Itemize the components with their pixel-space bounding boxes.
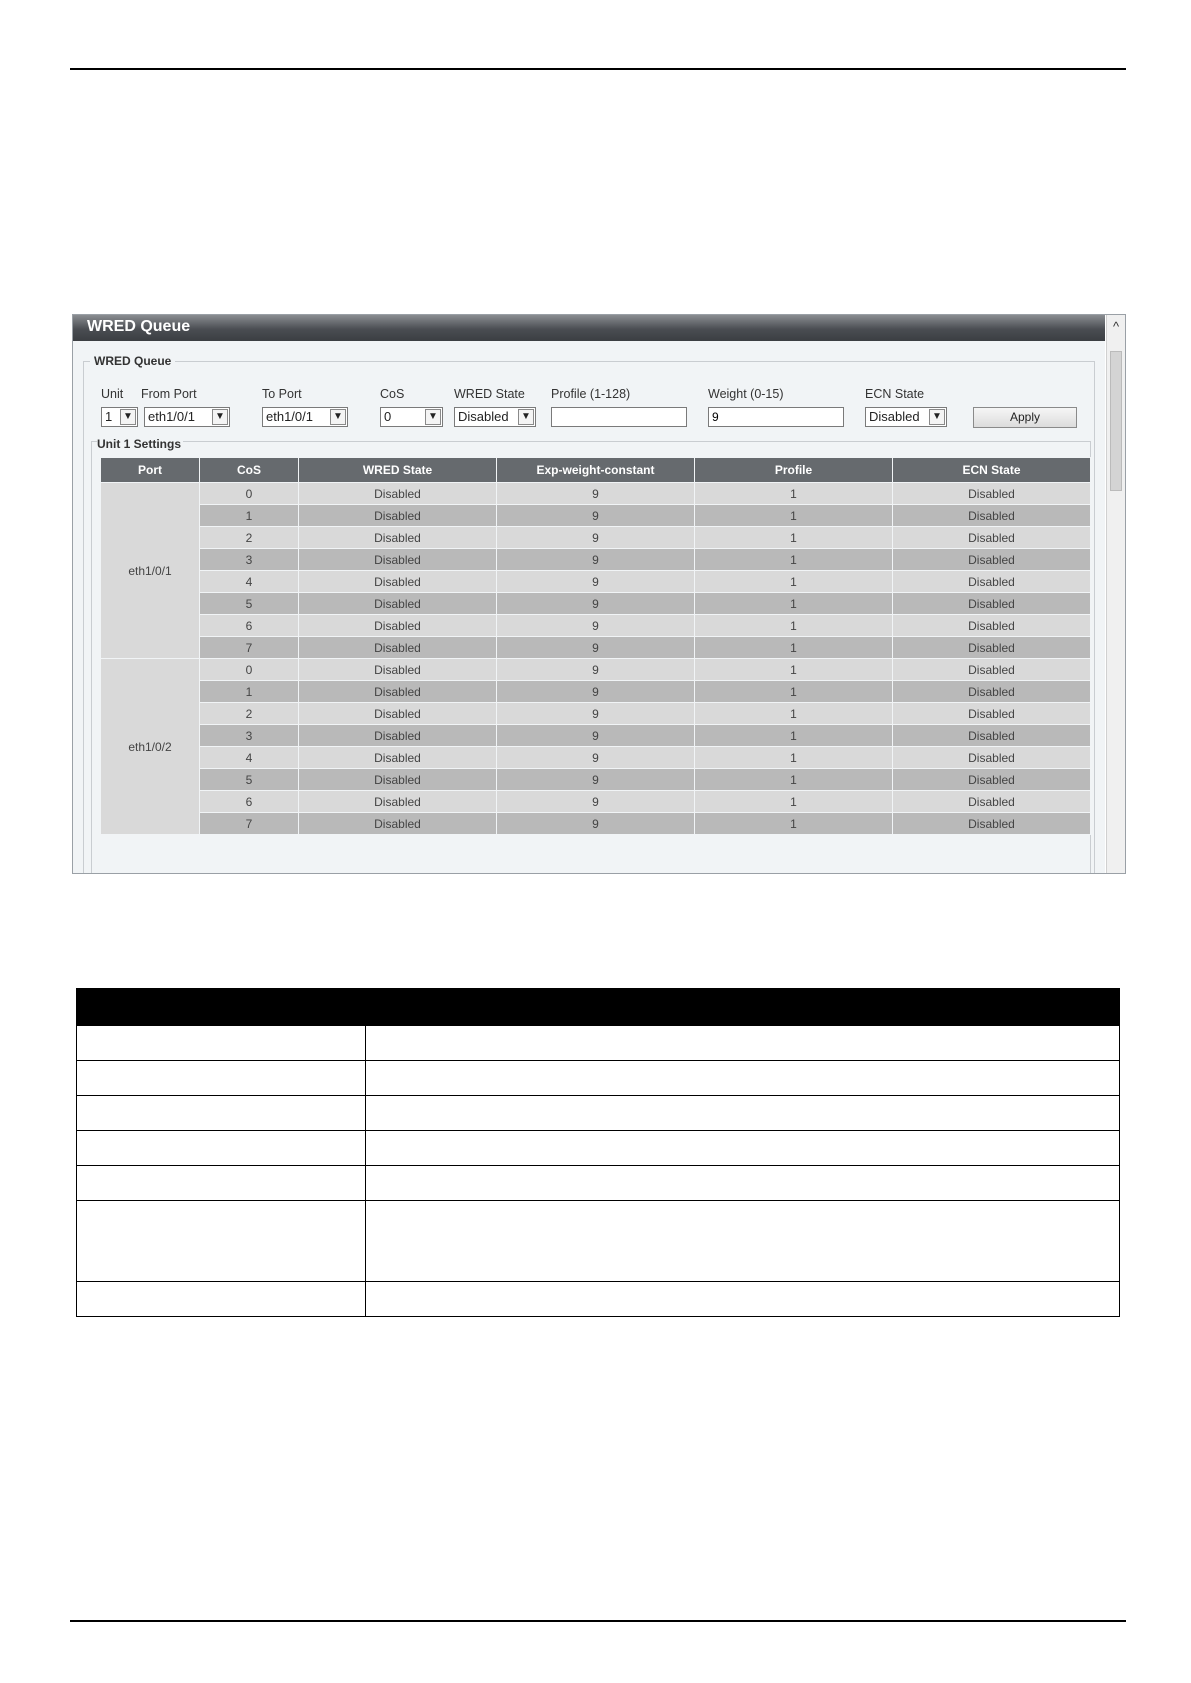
cos-cell: 1: [200, 505, 299, 527]
table-row: [101, 791, 1091, 813]
wred-state-cell: Disabled: [299, 813, 497, 835]
cos-cell: 2: [200, 703, 299, 725]
profile-cell: 1: [695, 637, 893, 659]
profile-cell: 1: [695, 483, 893, 505]
ecn-state-cell: Disabled: [893, 505, 1091, 527]
header-wred-state: WRED State: [299, 458, 497, 483]
parameter-row: [77, 1201, 1120, 1282]
scroll-up-icon[interactable]: ^: [1112, 319, 1120, 334]
profile-cell: 1: [695, 527, 893, 549]
profile-cell: 1: [695, 549, 893, 571]
header-port: Port: [101, 458, 200, 483]
table-row: [101, 813, 1091, 835]
chevron-down-icon[interactable]: ▼: [425, 409, 441, 425]
cos-cell: 6: [200, 615, 299, 637]
wred-state-select-value: Disabled: [458, 409, 509, 424]
to-port-select[interactable]: [262, 407, 348, 427]
table-row: [101, 747, 1091, 769]
ecn-state-cell: Disabled: [893, 725, 1091, 747]
to-port-select-value: eth1/0/1: [266, 409, 313, 424]
parameter-row: [77, 1166, 1120, 1201]
chevron-down-icon[interactable]: ▼: [330, 409, 346, 425]
description-cell: [366, 1131, 1120, 1166]
ecn-state-cell: Disabled: [893, 659, 1091, 681]
wred-state-cell: Disabled: [299, 483, 497, 505]
cos-cell: 5: [200, 593, 299, 615]
from-port-label: From Port: [141, 387, 197, 401]
cos-cell: 7: [200, 813, 299, 835]
from-port-select-value: eth1/0/1: [148, 409, 195, 424]
weight-label: Weight (0-15): [708, 387, 784, 401]
header-profile: Profile: [695, 458, 893, 483]
wred-state-cell: Disabled: [299, 769, 497, 791]
table-row: [101, 483, 1091, 505]
profile-cell: 1: [695, 505, 893, 527]
cos-select-value: 0: [384, 409, 392, 424]
description-cell: [366, 1026, 1120, 1061]
table-row: [101, 769, 1091, 791]
profile-cell: 1: [695, 747, 893, 769]
cos-cell: 5: [200, 769, 299, 791]
table-row: [101, 593, 1091, 615]
exp-weight-constant-cell: 9: [497, 769, 695, 791]
exp-weight-constant-cell: 9: [497, 813, 695, 835]
description-cell: [366, 1061, 1120, 1096]
table-row: [101, 615, 1091, 637]
parameter-row: [77, 1061, 1120, 1096]
exp-weight-constant-cell: 9: [497, 483, 695, 505]
description-header-cell: [366, 989, 1120, 1026]
description-cell: [366, 1166, 1120, 1201]
table-row: [101, 549, 1091, 571]
cos-cell: 6: [200, 791, 299, 813]
ecn-state-cell: Disabled: [893, 703, 1091, 725]
wred-state-label: WRED State: [454, 387, 525, 401]
parameter-cell: [77, 1166, 366, 1201]
cos-cell: 3: [200, 725, 299, 747]
profile-label: Profile (1-128): [551, 387, 631, 401]
exp-weight-constant-cell: 9: [497, 593, 695, 615]
wred-state-cell: Disabled: [299, 747, 497, 769]
cos-cell: 1: [200, 681, 299, 703]
chevron-down-icon[interactable]: ▼: [212, 409, 228, 425]
parameter-cell: [77, 1201, 366, 1282]
profile-cell: 1: [695, 703, 893, 725]
unit-select-value: 1: [105, 409, 113, 424]
header-cos: CoS: [200, 458, 299, 483]
port-cell: eth1/0/1: [101, 483, 200, 659]
port-cell: eth1/0/2: [101, 659, 200, 835]
wred-state-cell: Disabled: [299, 505, 497, 527]
parameter-cell: [77, 1282, 366, 1317]
table-row: [101, 681, 1091, 703]
exp-weight-constant-cell: 9: [497, 615, 695, 637]
profile-cell: 1: [695, 725, 893, 747]
exp-weight-constant-cell: 9: [497, 505, 695, 527]
description-cell: [366, 1201, 1120, 1282]
footer-rule: [70, 1620, 1126, 1622]
ecn-state-cell: Disabled: [893, 769, 1091, 791]
cos-select[interactable]: [380, 407, 443, 427]
profile-cell: 1: [695, 571, 893, 593]
header-exp-weight-constant: Exp-weight-constant: [497, 458, 695, 483]
cos-cell: 0: [200, 483, 299, 505]
ecn-state-select-value: Disabled: [869, 409, 920, 424]
table-row: [101, 527, 1091, 549]
exp-weight-constant-cell: 9: [497, 725, 695, 747]
cos-cell: 4: [200, 571, 299, 593]
table-row: [101, 659, 1091, 681]
parameter-row: [77, 1282, 1120, 1317]
wred-state-cell: Disabled: [299, 703, 497, 725]
table-row: [101, 703, 1091, 725]
ecn-state-label: ECN State: [865, 387, 925, 401]
panel-content: [73, 341, 1105, 873]
exp-weight-constant-cell: 9: [497, 703, 695, 725]
apply-button[interactable]: Apply: [973, 407, 1077, 428]
parameter-cell: [77, 1131, 366, 1166]
wred-state-cell: Disabled: [299, 549, 497, 571]
profile-cell: 1: [695, 813, 893, 835]
exp-weight-constant-cell: 9: [497, 681, 695, 703]
cos-cell: 4: [200, 747, 299, 769]
wred-state-cell: Disabled: [299, 725, 497, 747]
ecn-state-cell: Disabled: [893, 527, 1091, 549]
profile-cell: 1: [695, 615, 893, 637]
parameter-row: [77, 1131, 1120, 1166]
parameter-header-cell: [77, 989, 366, 1026]
description-cell: [366, 1096, 1120, 1131]
exp-weight-constant-cell: 9: [497, 659, 695, 681]
ecn-state-cell: Disabled: [893, 681, 1091, 703]
wred-state-cell: Disabled: [299, 615, 497, 637]
profile-cell: 1: [695, 769, 893, 791]
to-port-label: To Port: [262, 387, 302, 401]
parameter-table: [76, 988, 1120, 1317]
parameter-row: [77, 1096, 1120, 1131]
table-row: [101, 571, 1091, 593]
ecn-state-cell: Disabled: [893, 615, 1091, 637]
wred-state-cell: Disabled: [299, 637, 497, 659]
exp-weight-constant-cell: 9: [497, 637, 695, 659]
parameter-cell: [77, 1096, 366, 1131]
ecn-state-select[interactable]: [865, 407, 947, 427]
cos-label: CoS: [380, 387, 405, 401]
profile-cell: 1: [695, 791, 893, 813]
ecn-state-cell: Disabled: [893, 637, 1091, 659]
unit-select[interactable]: [101, 407, 138, 427]
parameter-cell: [77, 1061, 366, 1096]
exp-weight-constant-cell: 9: [497, 791, 695, 813]
table-row: [101, 505, 1091, 527]
cos-cell: 7: [200, 637, 299, 659]
ecn-state-cell: Disabled: [893, 549, 1091, 571]
table-row: [101, 637, 1091, 659]
parameter-cell: [77, 1026, 366, 1061]
scroll-thumb[interactable]: [1110, 351, 1122, 491]
ecn-state-cell: Disabled: [893, 747, 1091, 769]
vertical-scrollbar[interactable]: [1106, 315, 1125, 873]
cos-cell: 2: [200, 527, 299, 549]
from-port-select[interactable]: [144, 407, 230, 427]
table-row: [101, 725, 1091, 747]
chevron-down-icon[interactable]: ▼: [929, 409, 945, 425]
ecn-state-cell: Disabled: [893, 593, 1091, 615]
table-header-row: [101, 458, 1091, 483]
weight-input[interactable]: [708, 407, 844, 427]
wred-queue-screenshot: [72, 314, 1126, 874]
header-ecn-state: ECN State: [893, 458, 1091, 483]
profile-cell: 1: [695, 593, 893, 615]
chevron-down-icon[interactable]: ▼: [120, 409, 136, 425]
wred-queue-table: [100, 457, 1091, 835]
profile-cell: 1: [695, 681, 893, 703]
unit-settings-title: Unit 1 Settings: [97, 437, 182, 451]
ecn-state-cell: Disabled: [893, 483, 1091, 505]
wred-state-select[interactable]: [454, 407, 536, 427]
cos-cell: 3: [200, 549, 299, 571]
exp-weight-constant-cell: 9: [497, 549, 695, 571]
cos-cell: 0: [200, 659, 299, 681]
wred-state-cell: Disabled: [299, 659, 497, 681]
ecn-state-cell: Disabled: [893, 813, 1091, 835]
header-rule: [70, 68, 1126, 70]
wred-state-cell: Disabled: [299, 593, 497, 615]
wred-state-cell: Disabled: [299, 527, 497, 549]
profile-cell: 1: [695, 659, 893, 681]
ecn-state-cell: Disabled: [893, 571, 1091, 593]
chevron-down-icon[interactable]: ▼: [518, 409, 534, 425]
parameter-row: [77, 1026, 1120, 1061]
description-cell: [366, 1282, 1120, 1317]
exp-weight-constant-cell: 9: [497, 747, 695, 769]
window-title: WRED Queue: [73, 315, 1105, 341]
wred-state-cell: Disabled: [299, 681, 497, 703]
wred-state-cell: Disabled: [299, 791, 497, 813]
wred-state-cell: Disabled: [299, 571, 497, 593]
exp-weight-constant-cell: 9: [497, 571, 695, 593]
exp-weight-constant-cell: 9: [497, 527, 695, 549]
profile-input[interactable]: [551, 407, 687, 427]
unit-label: Unit: [101, 387, 124, 401]
ecn-state-cell: Disabled: [893, 791, 1091, 813]
parameter-header-row: [77, 989, 1120, 1026]
fieldset-legend: WRED Queue: [90, 354, 175, 368]
